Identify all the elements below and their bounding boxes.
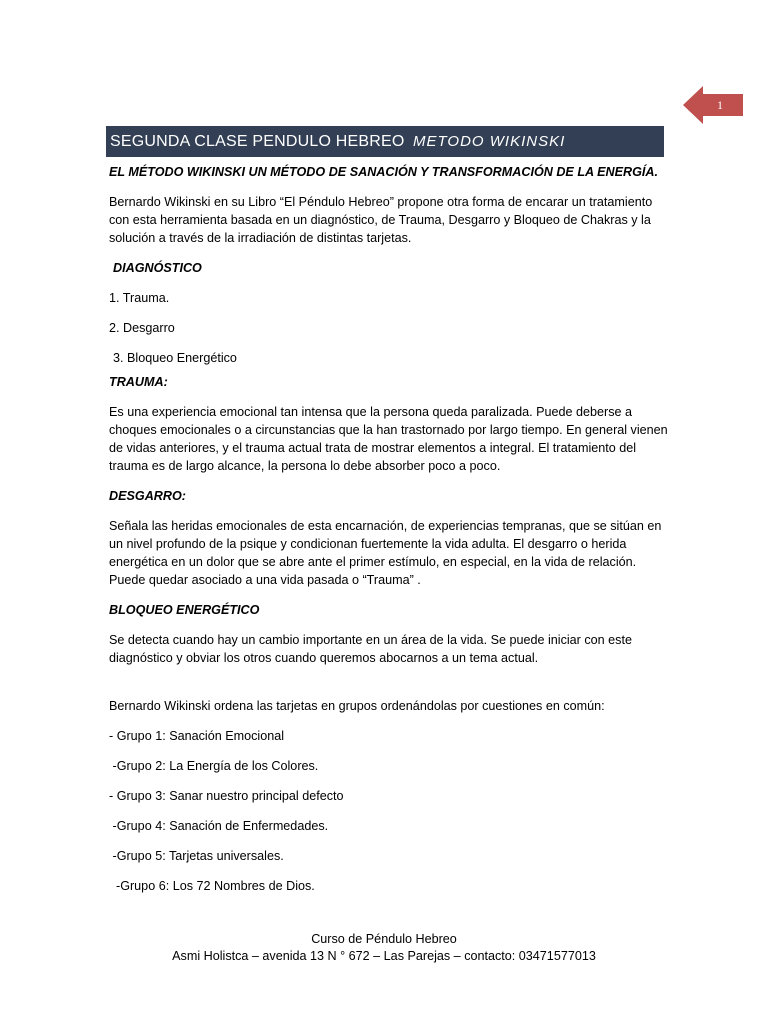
page-footer [0,931,768,965]
group-item: -Grupo 4: Sanación de Enfermedades. [109,819,329,833]
diagnostico-item: 1. Trauma. [109,291,170,305]
group-item: -Grupo 2: La Energía de los Colores. [109,759,319,773]
bloqueo-heading: BLOQUEO ENERGÉTICO [109,603,260,617]
diagnostico-item: 2. Desgarro [109,321,175,335]
intro-paragraph: Bernardo Wikinski en su Libro “El Péndulo Hebreo” propone otra forma de encarar un tratamiento con esta herramienta basada en un diagnóstico, de Trauma, Desgarro y Bloqueo de Chakras y la solución a través de la irradiación de distintas tarjetas. [109,195,653,245]
page-number-badge [683,86,743,124]
page-subtitle: METODO WIKINSKI [413,133,566,150]
main-heading: EL MÉTODO WIKINSKI UN MÉTODO DE SANACIÓN Y TRANSFORMACIÓN DE LA ENERGÍA. [109,165,659,179]
page-number: 1 [717,98,723,112]
document-body [109,163,669,907]
group-item: -Grupo 6: Los 72 Nombres de Dios. [109,879,315,893]
group-item: - Grupo 3: Sanar nuestro principal defecto [109,789,344,803]
groups-intro: Bernardo Wikinski ordena las tarjetas en grupos ordenándolas por cuestiones en común: [109,699,605,713]
trauma-paragraph: Es una experiencia emocional tan intensa que la persona queda paralizada. Puede deberse a choques emocionales o a circunstancias que la han trastornado por largo tiempo. En general vienen de vidas anteriores, y el trauma actual trata de mostrar elementos a integral. El tratamiento del trauma es de largo alcance, la persona lo debe absorber poco a poco. [109,405,668,473]
group-item: - Grupo 1: Sanación Emocional [109,729,285,743]
footer-course: Curso de Péndulo Hebreo [311,932,457,946]
page-title: SEGUNDA CLASE PENDULO HEBREO [110,133,405,150]
title-bar [106,126,664,157]
diagnostico-item: 3. Bloqueo Energético [113,351,237,365]
trauma-heading: TRAUMA: [109,375,168,389]
bloqueo-paragraph: Se detecta cuando hay un cambio importante en un área de la vida. Se puede iniciar con este diagnóstico y obviar los otros cuando queremos abocarnos a un tema actual. [109,633,632,665]
footer-contact: Asmi Holistca – avenida 13 N ° 672 – Las Parejas – contacto: 03471577013 [172,949,596,963]
diagnostico-heading: DIAGNÓSTICO [113,261,202,275]
group-item: -Grupo 5: Tarjetas universales. [109,849,284,863]
desgarro-paragraph: Señala las heridas emocionales de esta encarnación, de experiencias tempranas, que se sitúan en un nivel profundo de la psique y condicionan fuertemente la vida adulta. El desgarro o herida energética en un dolor que se abre ante el primer estímulo, en especial, en la vida de relación. Puede quedar asociado a una vida pasada o “Trauma” . [109,519,662,587]
desgarro-heading: DESGARRO: [109,489,186,503]
